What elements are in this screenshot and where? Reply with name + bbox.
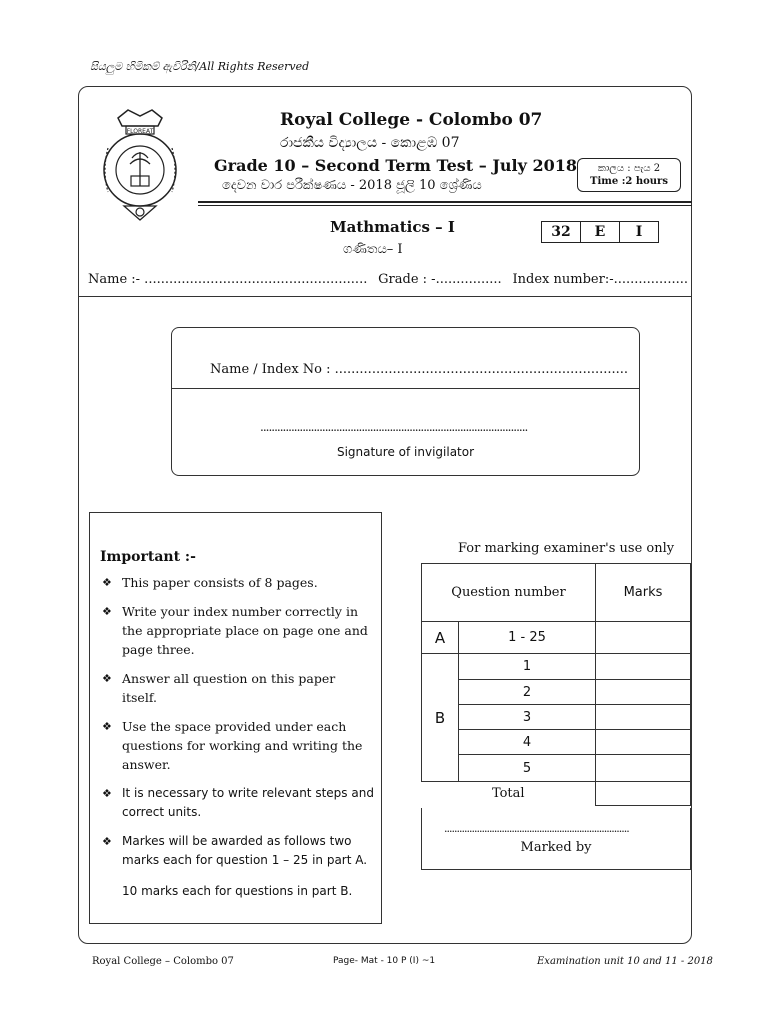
name-index-field[interactable]: Name / Index No : ....................................................................... [210, 362, 629, 377]
crest-motto: FLOREAT [126, 128, 154, 135]
list-item: ❖ Write your index number correctly in the appropriate place on page one and page three. [102, 604, 368, 657]
marking-table [421, 563, 691, 806]
footer-page-code: Page- Mat - 10 P (I) ~1 [333, 956, 436, 966]
marked-by-label: Marked by [520, 840, 592, 855]
list-item: ❖ Answer all question on this paper itself. [102, 671, 336, 705]
part-b-question: 2 [459, 680, 596, 705]
part-b-marks-cell[interactable] [596, 654, 691, 680]
test-title: Grade 10 – Second Term Test – July 2018 [214, 156, 577, 175]
marking-caption: For marking examiner's use only [458, 541, 675, 556]
footer-school: Royal College – Colombo 07 [92, 956, 234, 967]
diamond-bullet-icon: ❖ [102, 787, 112, 800]
list-item: ❖ Markes will be awarded as follows two marks each for question 1 – 25 in part A. 10 marks each for questions in part B. [102, 832, 374, 901]
marks-header: Marks [596, 564, 691, 622]
school-name-sinhala: රාජකීය විද්‍යාලය - කොළඹ 07 [280, 135, 460, 151]
question-number-header: Question number [422, 564, 596, 622]
paper-code-number: 32 [542, 222, 581, 242]
instruction-list [102, 573, 374, 911]
school-crest-logo [98, 108, 182, 224]
test-title-sinhala: දෙවන වාර පරීක්ෂණය - 2018 ජූලි 10 ශ්‍රේණිය [222, 178, 482, 193]
total-marks-cell[interactable] [596, 782, 691, 806]
part-b-marks-cell[interactable] [596, 680, 691, 705]
diamond-bullet-icon: ❖ [102, 672, 112, 685]
subject-title: Mathmatics – I [330, 218, 455, 236]
part-b-marks-cell[interactable] [596, 730, 691, 755]
header-rule-thin [198, 205, 692, 206]
footer-exam-unit: Examination unit 10 and 11 - 2018 [537, 956, 713, 967]
time-english: Time :2 hours [590, 176, 668, 187]
time-sinhala: කාලය : පැය 2 [597, 163, 661, 174]
total-label: Total [422, 782, 596, 806]
list-item: ❖ Use the space provided under each questions for working and writing the answer. [102, 719, 363, 772]
marked-by-box [421, 808, 691, 870]
name-field[interactable]: Name :- ...................................................... [88, 272, 368, 287]
paper-code-part: I [635, 224, 643, 240]
part-a-range: 1 - 25 [459, 622, 596, 654]
part-b-question: 5 [459, 755, 596, 782]
signature-line[interactable]: ............................................................................................... [260, 420, 528, 434]
header-rule [198, 201, 692, 203]
signature-label: Signature of invigilator [336, 445, 475, 459]
signature-divider [172, 388, 639, 389]
part-b-question: 4 [459, 730, 596, 755]
part-b-question: 3 [459, 705, 596, 730]
part-b-marks-note: 10 marks each for questions in part B. [122, 884, 353, 898]
important-title: Important :- [100, 549, 196, 565]
list-item: ❖ This paper consists of 8 pages. [102, 575, 318, 590]
diamond-bullet-icon: ❖ [102, 720, 112, 733]
subject-title-sinhala: ගණිතය– I [343, 242, 403, 257]
index-number-field[interactable]: Index number:-.................. [512, 272, 688, 287]
part-b-label: B [422, 654, 459, 782]
part-a-label: A [422, 622, 459, 654]
fields-rule [78, 296, 692, 297]
paper-code-medium: E [581, 222, 620, 242]
rights-reserved: සියලුම හිමිකම් ඇවිරිනි/All Rights Reserved [90, 60, 310, 73]
part-a-marks-cell[interactable] [596, 622, 691, 654]
part-b-marks-cell[interactable] [596, 755, 691, 782]
time-box [577, 158, 681, 192]
grade-field[interactable]: Grade : -................ [378, 272, 502, 287]
part-b-question: 1 [459, 654, 596, 680]
diamond-bullet-icon: ❖ [102, 576, 112, 589]
school-name: Royal College - Colombo 07 [280, 110, 543, 130]
marked-by-line[interactable]: .......................................................................... [444, 822, 629, 835]
important-instructions-box [89, 512, 382, 924]
diamond-bullet-icon: ❖ [102, 605, 112, 618]
list-item: ❖ It is necessary to write relevant steps and correct units. [102, 786, 374, 819]
invigilator-signature-box [171, 327, 640, 476]
paper-code-box [541, 221, 659, 243]
student-fields [88, 272, 688, 287]
part-b-marks-cell[interactable] [596, 705, 691, 730]
diamond-bullet-icon: ❖ [102, 835, 112, 848]
